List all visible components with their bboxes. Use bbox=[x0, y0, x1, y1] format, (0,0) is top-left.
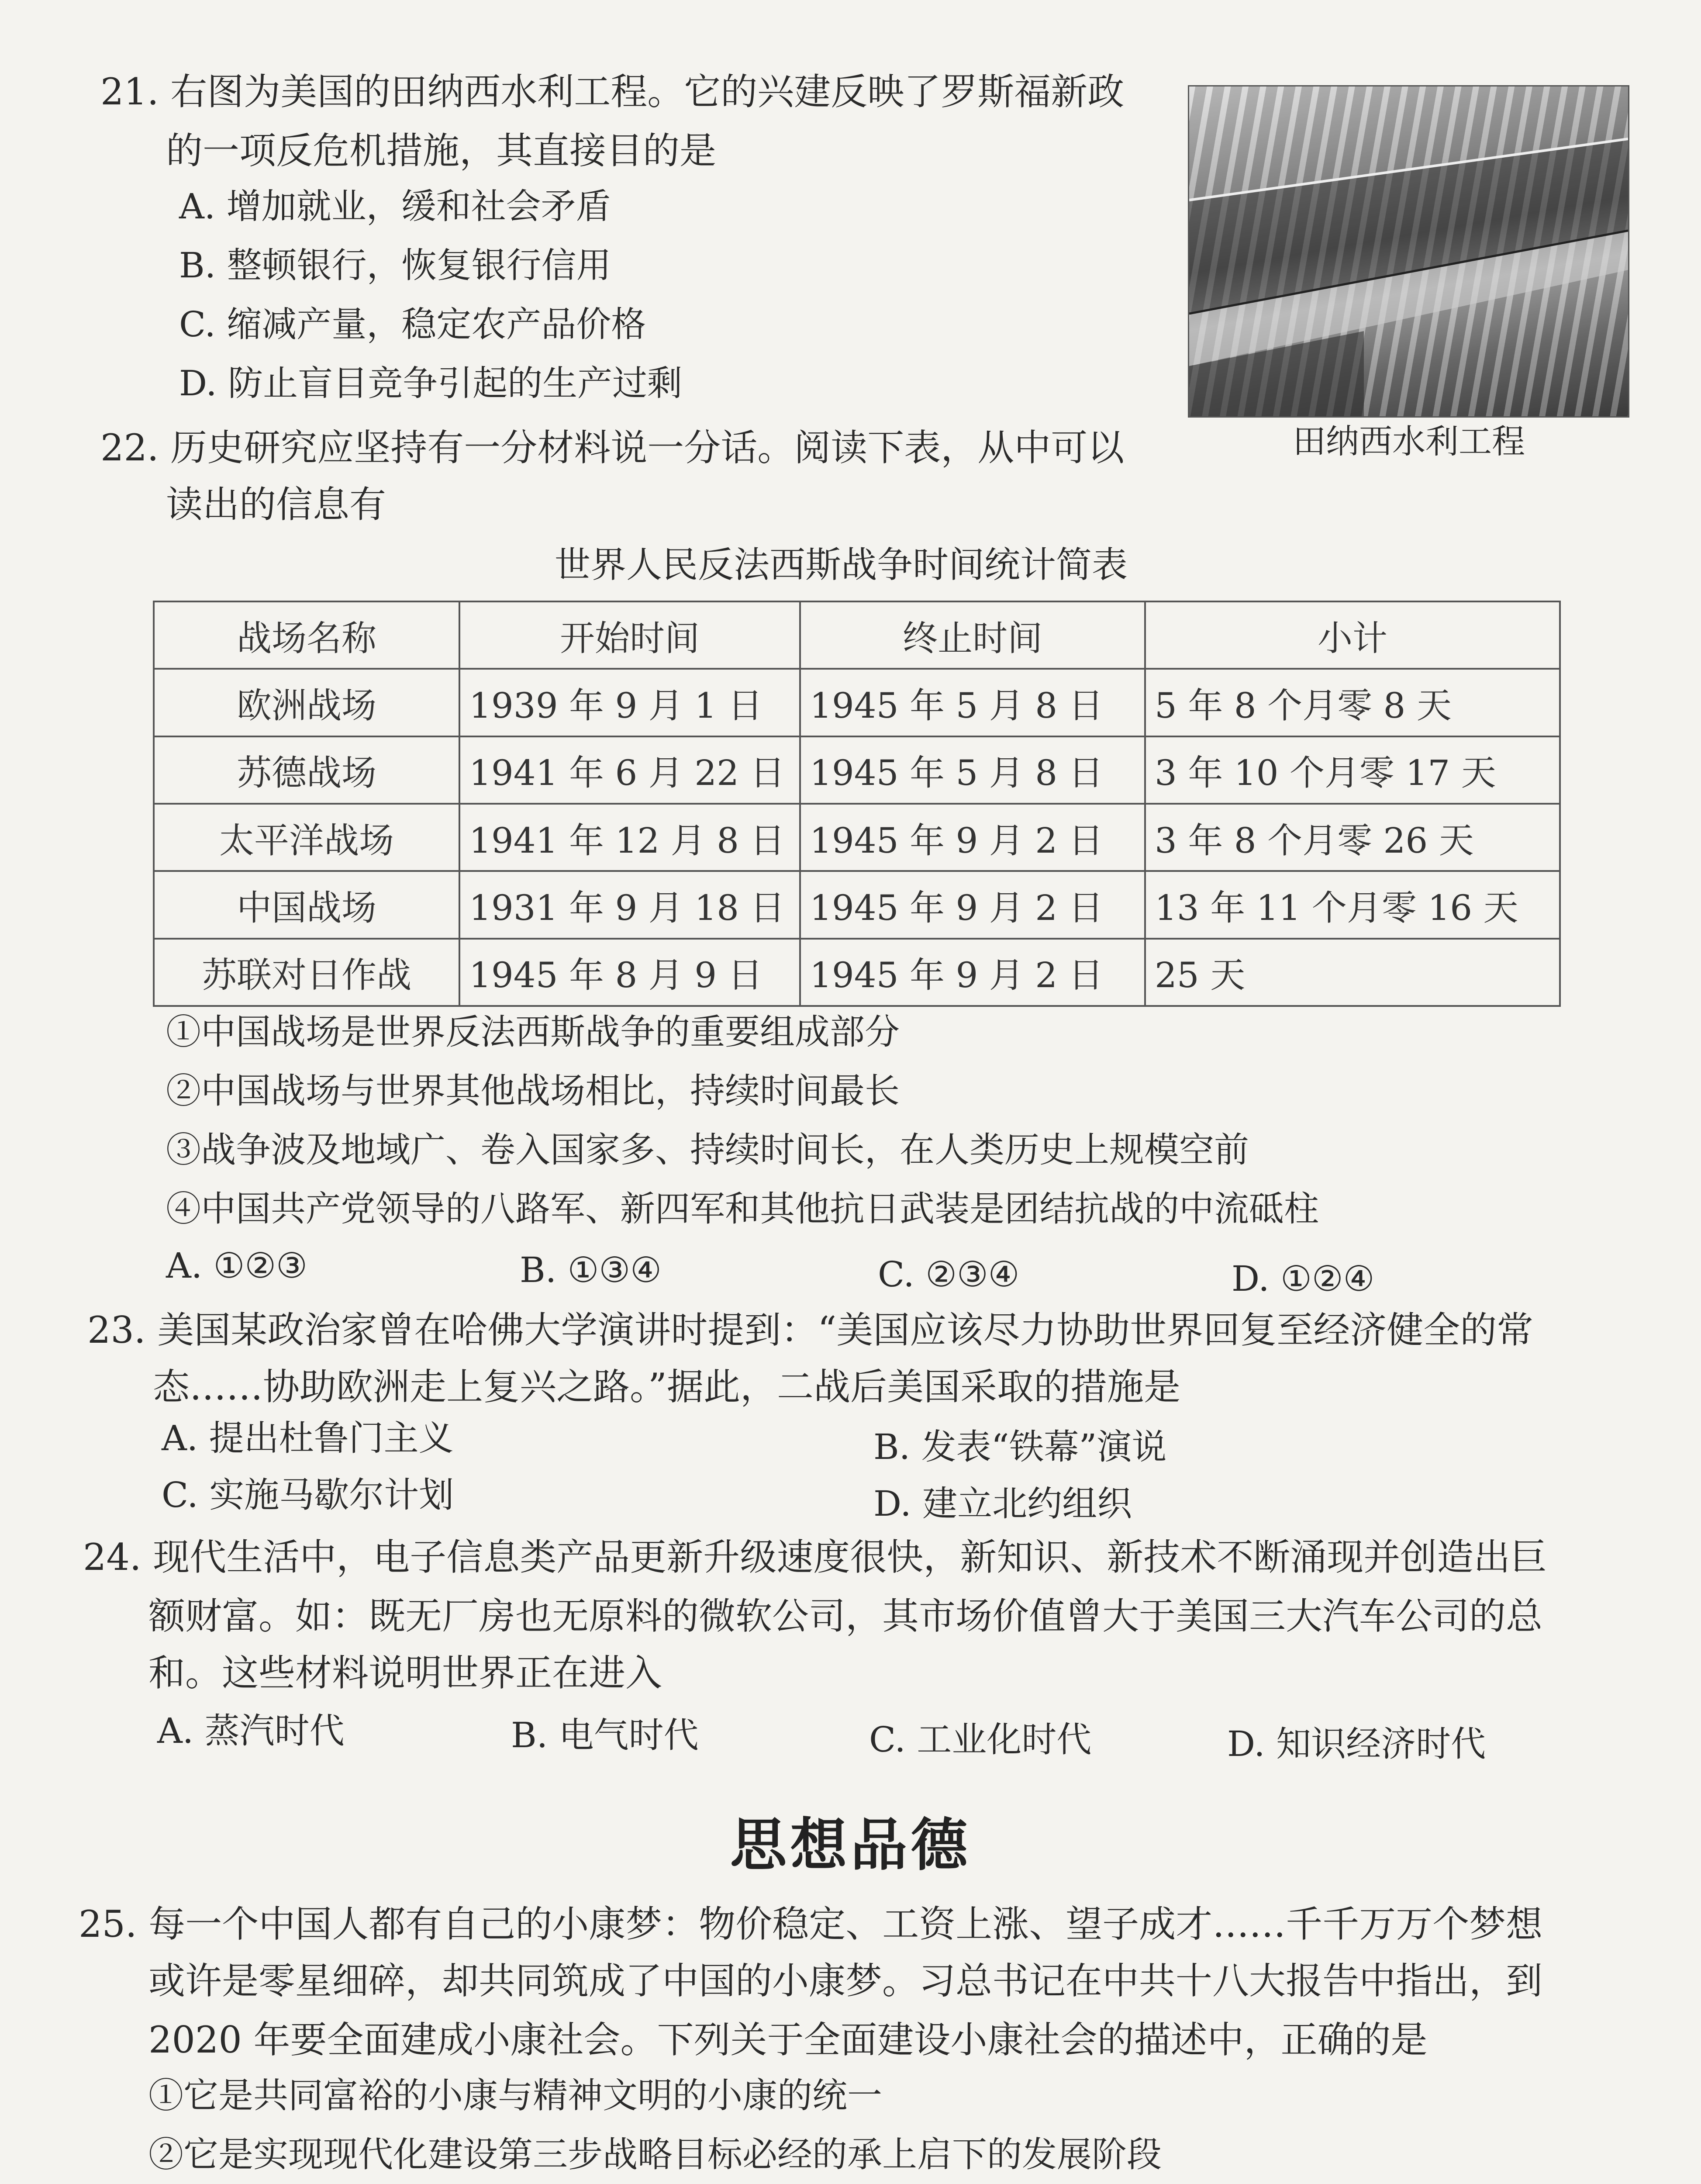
table-cell: 苏德战场 bbox=[154, 736, 459, 804]
table-header-row bbox=[154, 601, 1560, 669]
table-row bbox=[154, 871, 1560, 938]
q22-statement-1: ①中国战场是世界反法西斯战争的重要组成部分 bbox=[166, 1012, 900, 1052]
tennessee-dam-photo bbox=[1188, 85, 1629, 418]
q24-option-d: D. 知识经济时代 bbox=[1227, 1724, 1486, 1764]
q24-stem-line3: 和。这些材料说明世界正在进入 bbox=[148, 1652, 662, 1694]
table-cell: 1941 年 12 月 8 日 bbox=[459, 804, 800, 871]
photo-caption: 田纳西水利工程 bbox=[1293, 422, 1525, 461]
q21-option-a: A. 增加就业，缓和社会矛盾 bbox=[179, 186, 611, 227]
table-cell: 中国战场 bbox=[154, 871, 459, 938]
table-cell: 1945 年 5 月 8 日 bbox=[800, 736, 1145, 804]
table-row bbox=[154, 804, 1560, 871]
table-title: 世界人民反法西斯战争时间统计简表 bbox=[555, 544, 1128, 586]
table-cell: 1939 年 9 月 1 日 bbox=[459, 669, 800, 736]
table-cell: 1945 年 9 月 2 日 bbox=[800, 939, 1145, 1006]
q24-stem-line1: 24. 现代生活中，电子信息类产品更新升级速度很快，新知识、新技术不断涌现并创造出巨 bbox=[83, 1536, 1547, 1579]
section-title: 思想品德 bbox=[730, 1812, 971, 1878]
table-cell: 13 年 11 个月零 16 天 bbox=[1145, 871, 1560, 938]
q23-option-d: D. 建立北约组织 bbox=[873, 1483, 1132, 1524]
q25-statement-1: ①它是共同富裕的小康与精神文明的小康的统一 bbox=[148, 2075, 882, 2116]
q24-option-c: C. 工业化时代 bbox=[869, 1719, 1092, 1760]
table-cell: 太平洋战场 bbox=[154, 804, 459, 871]
q23-option-b: B. 发表“铁幕”演说 bbox=[873, 1427, 1167, 1467]
q22-stem-line1: 22. 历史研究应坚持有一分材料说一分话。阅读下表，从中可以 bbox=[100, 426, 1125, 469]
q22-statement-3: ③战争波及地域广、卷入国家多、持续时间长，在人类历史上规模空前 bbox=[166, 1130, 1249, 1170]
q25-stem-line1: 25. 每一个中国人都有自己的小康梦：物价稳定、工资上涨、望子成才……千千万万个梦想 bbox=[79, 1903, 1543, 1946]
q24-option-a: A. 蒸汽时代 bbox=[157, 1711, 345, 1751]
q25-statement-2: ②它是实现现代化建设第三步战略目标必经的承上启下的发展阶段 bbox=[148, 2134, 1162, 2175]
q23-stem-line2: 态……协助欧洲走上复兴之路。”据此，二战后美国采取的措施是 bbox=[153, 1365, 1180, 1408]
q21-option-b: B. 整顿银行，恢复银行信用 bbox=[179, 245, 611, 286]
q24-option-b: B. 电气时代 bbox=[511, 1715, 699, 1755]
q25-stem-line3: 2020 年要全面建成小康社会。下列关于全面建设小康社会的描述中，正确的是 bbox=[148, 2018, 1428, 2061]
table-cell: 1941 年 6 月 22 日 bbox=[459, 736, 800, 804]
table-cell: 25 天 bbox=[1145, 939, 1560, 1006]
q22-option-d: D. ①②④ bbox=[1232, 1258, 1375, 1299]
table-row bbox=[154, 736, 1560, 804]
q25-stem-line2: 或许是零星细碎，却共同筑成了中国的小康梦。习总书记在中共十八大报告中指出，到 bbox=[148, 1959, 1543, 2002]
q22-option-b: B. ①③④ bbox=[520, 1250, 662, 1290]
q24-stem-line2: 额财富。如：既无厂房也无原料的微软公司，其市场价值曾大于美国三大汽车公司的总 bbox=[148, 1595, 1543, 1638]
table-cell: 3 年 10 个月零 17 天 bbox=[1145, 736, 1560, 804]
table-header-cell: 小计 bbox=[1145, 601, 1560, 669]
table-cell: 欧洲战场 bbox=[154, 669, 459, 736]
q23-stem-line1: 23. 美国某政治家曾在哈佛大学演讲时提到：“美国应该尽力协助世界回复至经济健全的常 bbox=[87, 1309, 1534, 1351]
q23-option-a: A. 提出杜鲁门主义 bbox=[162, 1418, 454, 1458]
table-cell: 1945 年 5 月 8 日 bbox=[800, 669, 1145, 736]
q22-statement-2: ②中国战场与世界其他战场相比，持续时间最长 bbox=[166, 1071, 900, 1111]
table-cell: 1945 年 8 月 9 日 bbox=[459, 939, 800, 1006]
q23-option-c: C. 实施马歇尔计划 bbox=[162, 1475, 454, 1515]
q21-option-d: D. 防止盲目竞争引起的生产过剩 bbox=[179, 363, 683, 404]
q22-stem-line2: 读出的信息有 bbox=[166, 483, 386, 526]
table-cell: 苏联对日作战 bbox=[154, 939, 459, 1006]
q22-option-a: A. ①②③ bbox=[166, 1245, 307, 1286]
table-row bbox=[154, 939, 1560, 1006]
table-cell: 5 年 8 个月零 8 天 bbox=[1145, 669, 1560, 736]
q21-option-c: C. 缩减产量，稳定农产品价格 bbox=[179, 304, 646, 345]
table-cell: 1945 年 9 月 2 日 bbox=[800, 871, 1145, 938]
table-header-cell: 战场名称 bbox=[154, 601, 459, 669]
table-header-cell: 终止时间 bbox=[800, 601, 1145, 669]
table-cell: 1931 年 9 月 18 日 bbox=[459, 871, 800, 938]
q22-statement-4: ④中国共产党领导的八路军、新四军和其他抗日武装是团结抗战的中流砥柱 bbox=[166, 1189, 1319, 1229]
table-cell: 3 年 8 个月零 26 天 bbox=[1145, 804, 1560, 871]
table-cell: 1945 年 9 月 2 日 bbox=[800, 804, 1145, 871]
q21-stem-line2: 的一项反危机措施，其直接目的是 bbox=[166, 129, 717, 172]
table-row bbox=[154, 669, 1560, 736]
war-duration-table bbox=[153, 601, 1561, 1007]
q21-stem-line1: 21. 右图为美国的田纳西水利工程。它的兴建反映了罗斯福新政 bbox=[100, 70, 1125, 113]
q22-option-c: C. ②③④ bbox=[878, 1254, 1020, 1295]
table-header-cell: 开始时间 bbox=[459, 601, 800, 669]
